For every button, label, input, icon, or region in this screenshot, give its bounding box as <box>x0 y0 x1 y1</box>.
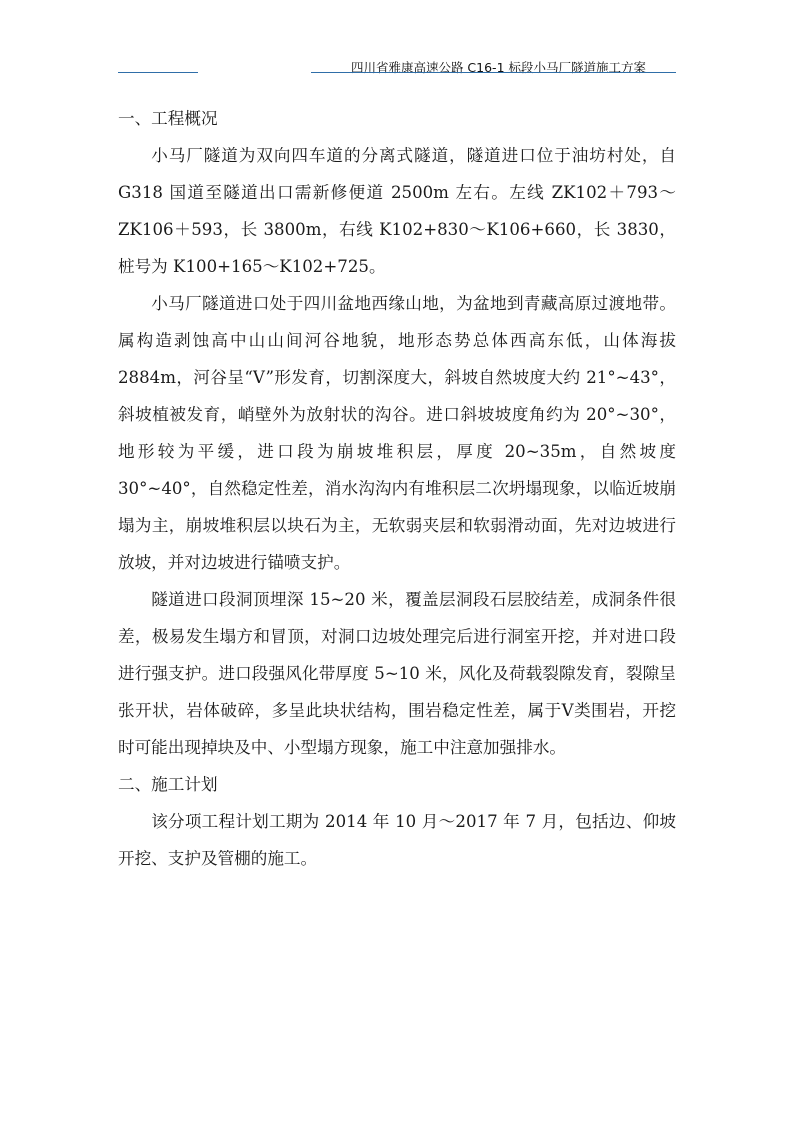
paragraph: 小马厂隧道进口处于四川盆地西缘山地，为盆地到青藏高原过渡地带。属构造剥蚀高中山山间河谷地貌，地形态势总体西高东低，山体海拔 2884m，河谷呈“V”形发育，切割深度大，斜坡自然坡度大约 21°~43°，斜坡植被发育，峭壁外为放射状的沟谷。进口斜坡坡度角约为 20°~30°，地形较为平缓，进口段为崩坡堆积层，厚度 20~35m，自然坡度 30°~40°，自然稳定性差，消水沟沟内有堆积层二次坍塌现象，以临近坡崩塌为主，崩坡堆积层以块石为主，无软弱夹层和软弱滑动面，先对边坡进行放坡，并对边坡进行锚喷支护。 <box>118 294 676 572</box>
paragraph: 小马厂隧道为双向四车道的分离式隧道，隧道进口位于油坊村处，自 G318 国道至隧道出口需新修便道 2500m 左右。左线 ZK102＋793～ZK106＋593，长 3800m，右线 K102+830～K106+660，长 3830，桩号为 K100+165～K102+725。 <box>118 146 676 276</box>
section-plan <box>118 766 676 877</box>
header-rule-left <box>118 72 198 73</box>
paragraph: 隧道进口段洞顶埋深 15~20 米，覆盖层洞段石层胶结差，成洞条件很差，极易发生塌方和冒顶，对洞口边坡处理完后进行洞室开挖，并对进口段进行强支护。进口段强风化带厚度 5~10 米，风化及荷载裂隙发育，裂隙呈张开状，岩体破碎，多呈此块状结构，围岩稳定性差，属于Ⅴ类围岩，开挖时可能出现掉块及中、小型塌方现象，施工中注意加强排水。 <box>118 590 676 757</box>
document-body <box>118 100 676 877</box>
section-heading: 二、施工计划 <box>118 775 218 794</box>
paragraph: 该分项工程计划工期为 2014 年 10 月～2017 年 7 月，包括边、仰坡开挖、支护及管棚的施工。 <box>118 812 676 868</box>
section-overview <box>118 100 676 766</box>
header-title: 四川省雅康高速公路 C16-1 标段小马厂隧道施工方案 <box>350 60 646 75</box>
header-rule-right <box>311 72 676 73</box>
page-header <box>118 52 676 76</box>
section-heading: 一、工程概况 <box>118 109 218 128</box>
